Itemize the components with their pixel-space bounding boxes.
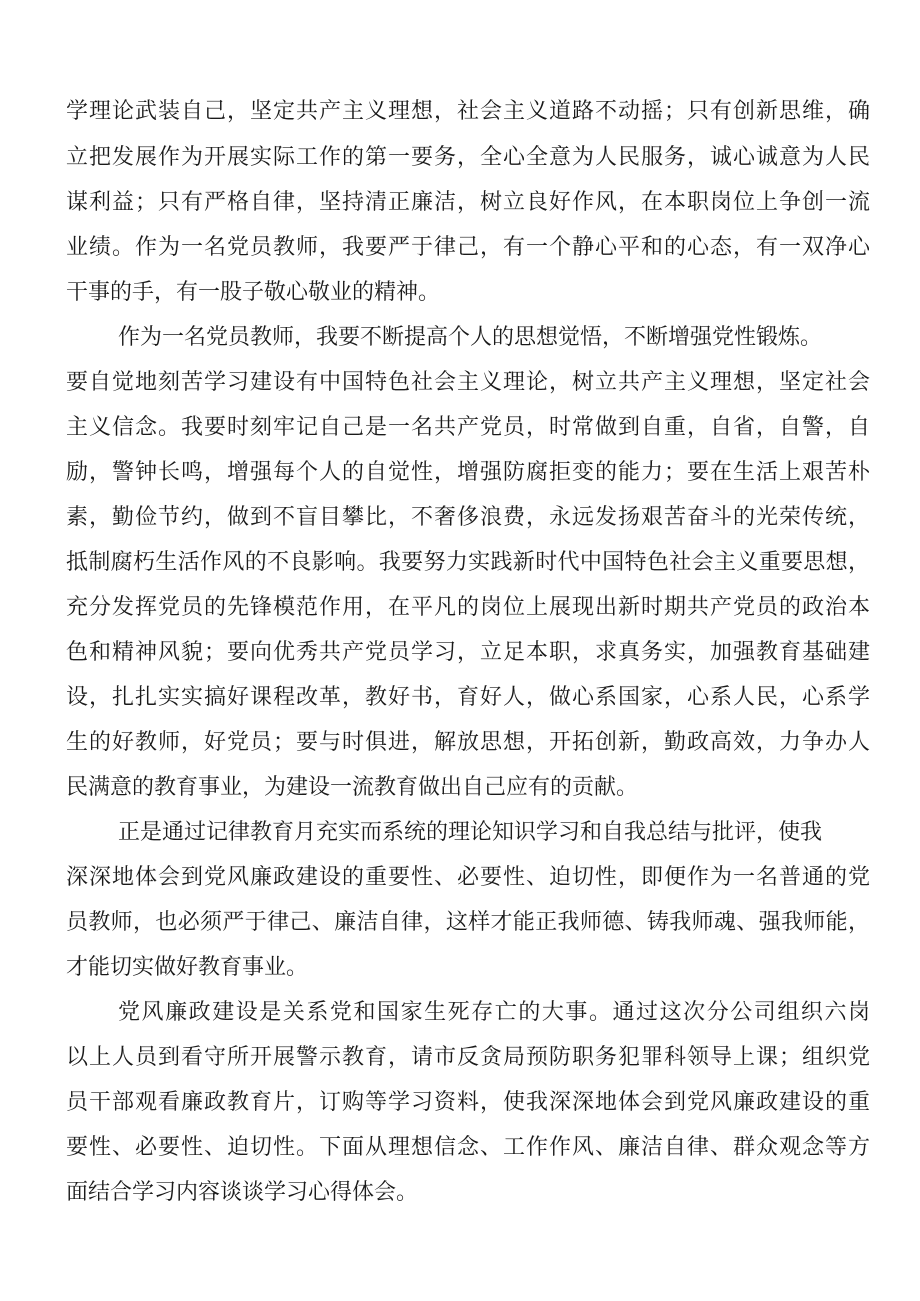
body-text-line: 面结合学习内容谈谈学习心得体会。 <box>66 1180 419 1205</box>
body-text-line: 要性、必要性、迫切性。下面从理想信念、工作作风、廉洁自律、群众观念等方 <box>66 1135 870 1160</box>
body-text-line: 色和精神风貌；要向优秀共产党员学习，立足本职，求真务实，加强教育基础建 <box>66 640 870 665</box>
body-text-line: 主义信念。我要时刻牢记自己是一名共产党员，时常做到自重，自省，自警，自 <box>66 415 870 440</box>
body-text-line: 充分发挥党员的先锋模范作用，在平凡的岗位上展现出新时期共产党员的政治本 <box>66 595 870 620</box>
body-text-line: 谋利益；只有严格自律，坚持清正廉洁，树立良好作风，在本职岗位上争创一流 <box>66 190 870 215</box>
body-text-line: 素，勤俭节约，做到不盲目攀比，不奢侈浪费，永远发扬艰苦奋斗的光荣传统， <box>66 505 870 530</box>
body-text-line: 作为一名党员教师，我要不断提高个人的思想觉悟，不断增强党性锻炼。 <box>118 325 823 350</box>
body-text-line: 励，警钟长鸣，增强每个人的自觉性，增强防腐拒变的能力；要在生活上艰苦朴 <box>66 460 870 485</box>
body-text-line: 深深地体会到党风廉政建设的重要性、必要性、迫切性，即便作为一名普通的党 <box>66 865 870 890</box>
body-text-line: 学理论武装自己，坚定共产主义理想，社会主义道路不动摇；只有创新思维，确 <box>66 99 870 124</box>
body-text-line: 正是通过记律教育月充实而系统的理论知识学习和自我总结与批评，使我 <box>118 820 823 845</box>
body-text-line: 员教师，也必须严于律己、廉洁自律，这样才能正我师德、铸我师魂、强我师能， <box>66 910 870 935</box>
body-text-line: 抵制腐朽生活作风的不良影响。我要努力实践新时代中国特色社会主义重要思想， <box>66 550 870 575</box>
body-text-line: 员干部观看廉政教育片，订购等学习资料，使我深深地体会到党风廉政建设的重 <box>66 1090 870 1115</box>
body-text-line: 干事的手，有一股子敬心敬业的精神。 <box>66 280 441 305</box>
body-text-line: 设，扎扎实实搞好课程改革，教好书，育好人，做心系国家，心系人民，心系学 <box>66 685 870 710</box>
body-text-line: 民满意的教育事业，为建设一流教育做出自己应有的贡献。 <box>66 775 639 800</box>
body-text-line: 生的好教师，好党员；要与时俱进，解放思想，开拓创新，勤政高效，力争办人 <box>66 730 870 755</box>
body-text-line: 要自觉地刻苦学习建设有中国特色社会主义理论，树立共产主义理想，坚定社会 <box>66 370 870 395</box>
body-text-line: 以上人员到看守所开展警示教育，请市反贪局预防职务犯罪科领导上课；组织党 <box>66 1045 870 1070</box>
body-text-line: 党风廉政建设是关系党和国家生死存亡的大事。通过这次分公司组织六岗 <box>118 1000 870 1025</box>
body-text-line: 立把发展作为开展实际工作的第一要务，全心全意为人民服务，诚心诚意为人民 <box>66 145 870 170</box>
body-text-line: 才能切实做好教育事业。 <box>66 955 309 980</box>
body-text-line: 业绩。作为一名党员教师，我要严于律己，有一个静心平和的心态，有一双净心 <box>66 235 870 260</box>
